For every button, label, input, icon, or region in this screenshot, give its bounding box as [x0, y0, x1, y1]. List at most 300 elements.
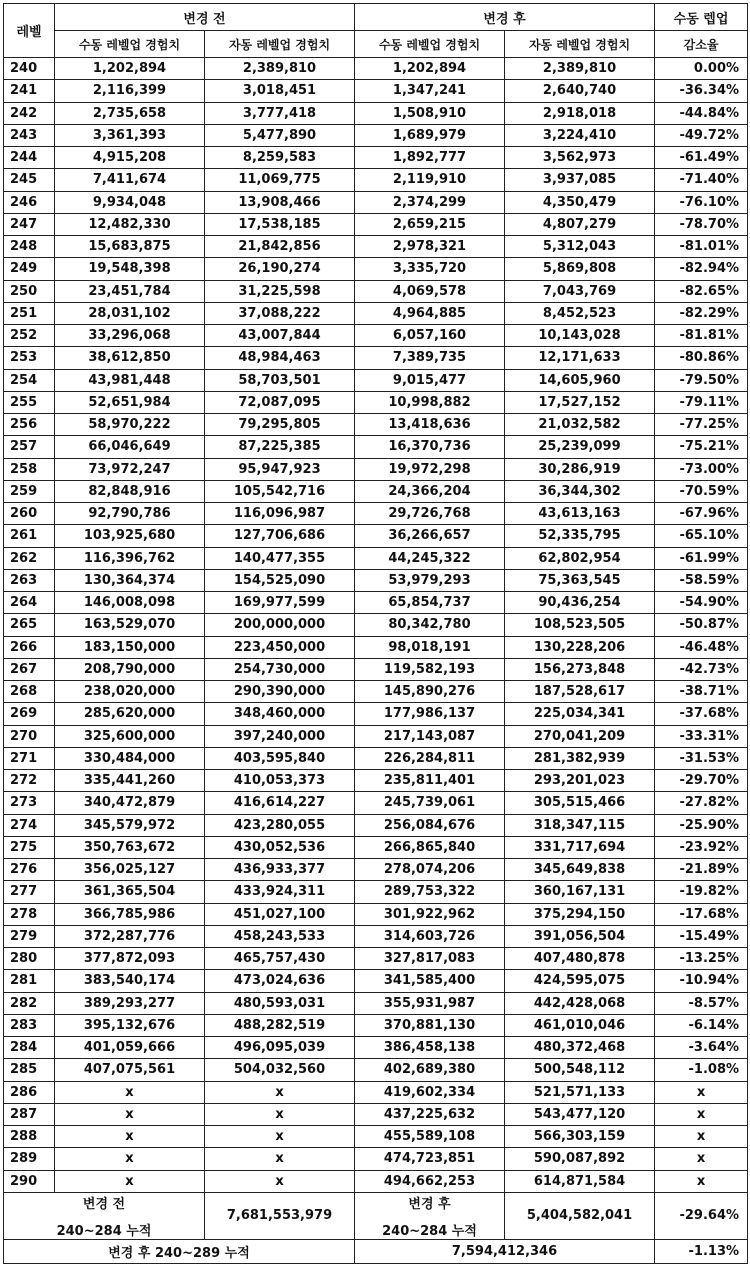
row-before-manual: 43,981,448: [55, 369, 205, 391]
row-level: 245: [4, 169, 55, 191]
table-row: [4, 213, 748, 235]
row-after-auto: 407,480,878: [505, 948, 655, 970]
row-decrease-rate: -36.34%: [655, 80, 748, 102]
row-level: 279: [4, 925, 55, 947]
row-after-manual: 65,854,737: [355, 592, 505, 614]
row-after-manual: 402,689,380: [355, 1059, 505, 1081]
row-level: 280: [4, 948, 55, 970]
table-row: [4, 1059, 748, 1081]
row-after-manual: 289,753,322: [355, 881, 505, 903]
table-row: [4, 369, 748, 391]
row-level: 285: [4, 1059, 55, 1081]
row-before-manual: 33,296,068: [55, 325, 205, 347]
row-after-auto: 3,937,085: [505, 169, 655, 191]
table-row: [4, 1081, 748, 1103]
row-level: 251: [4, 302, 55, 324]
row-before-auto: 11,069,775: [205, 169, 355, 191]
row-after-manual: 1,202,894: [355, 58, 505, 80]
before-summary-label-line1: 변경 전: [82, 1196, 126, 1212]
row-before-manual: 377,872,093: [55, 948, 205, 970]
table-row: [4, 747, 748, 769]
table-row: [4, 325, 748, 347]
row-level: 260: [4, 503, 55, 525]
row-after-auto: 17,527,152: [505, 391, 655, 413]
row-decrease-rate: 0.00%: [655, 58, 748, 80]
row-after-manual: 13,418,636: [355, 414, 505, 436]
row-before-auto: 48,984,463: [205, 347, 355, 369]
row-before-manual: 395,132,676: [55, 1014, 205, 1036]
row-before-auto: 2,389,810: [205, 58, 355, 80]
row-after-auto: 130,228,206: [505, 636, 655, 658]
row-before-auto: 43,007,844: [205, 325, 355, 347]
row-after-auto: 10,143,028: [505, 325, 655, 347]
row-before-auto: x: [205, 1148, 355, 1170]
row-level: 256: [4, 414, 55, 436]
row-after-manual: 44,245,322: [355, 547, 505, 569]
table-row: [4, 992, 748, 1014]
row-after-auto: 25,239,099: [505, 436, 655, 458]
row-before-auto: 13,908,466: [205, 191, 355, 213]
table-row: [4, 147, 748, 169]
row-after-manual: 314,603,726: [355, 925, 505, 947]
row-level: 258: [4, 458, 55, 480]
row-before-auto: 423,280,055: [205, 814, 355, 836]
row-after-manual: 419,602,334: [355, 1081, 505, 1103]
row-decrease-rate: -54.90%: [655, 592, 748, 614]
row-before-manual: x: [55, 1081, 205, 1103]
row-after-manual: 455,589,108: [355, 1126, 505, 1148]
row-before-auto: 254,730,000: [205, 658, 355, 680]
row-decrease-rate: -81.01%: [655, 236, 748, 258]
row-before-auto: 116,096,987: [205, 503, 355, 525]
summary-rate: -29.64%: [655, 1192, 748, 1239]
after-manual-header: 수동 레벨업 경험치: [355, 31, 505, 58]
after-summary-label: [355, 1192, 505, 1239]
row-after-auto: 318,347,115: [505, 814, 655, 836]
table-row: [4, 1170, 748, 1192]
row-level: 248: [4, 236, 55, 258]
row-decrease-rate: -1.08%: [655, 1059, 748, 1081]
row-after-auto: 480,372,468: [505, 1037, 655, 1059]
table-row: [4, 102, 748, 124]
row-after-manual: 1,347,241: [355, 80, 505, 102]
row-level: 246: [4, 191, 55, 213]
row-after-auto: 424,595,075: [505, 970, 655, 992]
row-decrease-rate: -79.11%: [655, 391, 748, 413]
row-before-manual: 12,482,330: [55, 213, 205, 235]
table-row: [4, 280, 748, 302]
table-row: [4, 903, 748, 925]
row-level: 282: [4, 992, 55, 1014]
row-after-auto: 8,452,523: [505, 302, 655, 324]
row-after-auto: 2,640,740: [505, 80, 655, 102]
table-summary: [4, 1192, 748, 1263]
row-decrease-rate: -76.10%: [655, 191, 748, 213]
row-level: 259: [4, 480, 55, 502]
row-decrease-rate: -37.68%: [655, 703, 748, 725]
row-after-manual: 494,662,253: [355, 1170, 505, 1192]
table-row: [4, 814, 748, 836]
row-level: 267: [4, 658, 55, 680]
row-decrease-rate: -23.92%: [655, 836, 748, 858]
row-decrease-rate: -49.72%: [655, 124, 748, 146]
row-after-auto: 3,562,973: [505, 147, 655, 169]
table-row: [4, 1148, 748, 1170]
row-after-manual: 1,508,910: [355, 102, 505, 124]
row-before-manual: 350,763,672: [55, 836, 205, 858]
row-before-auto: 26,190,274: [205, 258, 355, 280]
row-after-manual: 9,015,477: [355, 369, 505, 391]
row-level: 242: [4, 102, 55, 124]
row-decrease-rate: -75.21%: [655, 436, 748, 458]
row-before-auto: 348,460,000: [205, 703, 355, 725]
row-decrease-rate: -61.49%: [655, 147, 748, 169]
row-after-auto: 375,294,150: [505, 903, 655, 925]
table-row: [4, 970, 748, 992]
row-before-manual: 2,116,399: [55, 80, 205, 102]
row-level: 265: [4, 614, 55, 636]
table-row: [4, 191, 748, 213]
table-row: [4, 1103, 748, 1125]
row-before-auto: 223,450,000: [205, 636, 355, 658]
row-decrease-rate: -61.99%: [655, 547, 748, 569]
table-row: [4, 436, 748, 458]
after-summary-total: 5,404,582,041: [505, 1192, 655, 1239]
row-after-manual: 16,370,736: [355, 436, 505, 458]
row-after-manual: 301,922,962: [355, 903, 505, 925]
table-row: [4, 681, 748, 703]
row-after-auto: 391,056,504: [505, 925, 655, 947]
row-after-manual: 177,986,137: [355, 703, 505, 725]
row-before-auto: 95,947,923: [205, 458, 355, 480]
row-before-manual: 330,484,000: [55, 747, 205, 769]
row-level: 274: [4, 814, 55, 836]
row-after-manual: 7,389,735: [355, 347, 505, 369]
row-before-auto: 8,259,583: [205, 147, 355, 169]
table-row: [4, 836, 748, 858]
row-before-manual: 82,848,916: [55, 480, 205, 502]
row-before-manual: 38,612,850: [55, 347, 205, 369]
row-after-auto: 270,041,209: [505, 725, 655, 747]
row-decrease-rate: -50.87%: [655, 614, 748, 636]
row-before-auto: 465,757,430: [205, 948, 355, 970]
row-before-manual: 116,396,762: [55, 547, 205, 569]
row-before-auto: 37,088,222: [205, 302, 355, 324]
row-level: 284: [4, 1037, 55, 1059]
row-after-manual: 80,342,780: [355, 614, 505, 636]
row-decrease-rate: -6.14%: [655, 1014, 748, 1036]
row-before-auto: 403,595,840: [205, 747, 355, 769]
table-row: [4, 236, 748, 258]
table-body: [4, 58, 748, 1193]
table-row: [4, 881, 748, 903]
row-after-auto: 12,171,633: [505, 347, 655, 369]
row-before-manual: 325,600,000: [55, 725, 205, 747]
row-before-manual: 146,008,098: [55, 592, 205, 614]
row-after-auto: 3,224,410: [505, 124, 655, 146]
row-before-auto: 169,977,599: [205, 592, 355, 614]
row-after-manual: 29,726,768: [355, 503, 505, 525]
row-before-manual: 19,548,398: [55, 258, 205, 280]
row-level: 281: [4, 970, 55, 992]
row-before-auto: 416,614,227: [205, 792, 355, 814]
row-after-auto: 75,363,545: [505, 569, 655, 591]
row-after-auto: 590,087,892: [505, 1148, 655, 1170]
row-level: 249: [4, 258, 55, 280]
table-row: [4, 925, 748, 947]
row-after-manual: 3,335,720: [355, 258, 505, 280]
row-decrease-rate: -42.73%: [655, 658, 748, 680]
table-row: [4, 124, 748, 146]
row-level: 263: [4, 569, 55, 591]
row-before-manual: 238,020,000: [55, 681, 205, 703]
row-before-auto: 3,018,451: [205, 80, 355, 102]
row-after-auto: 156,273,848: [505, 658, 655, 680]
row-before-auto: 31,225,598: [205, 280, 355, 302]
row-before-manual: 28,031,102: [55, 302, 205, 324]
row-before-manual: 356,025,127: [55, 859, 205, 881]
row-decrease-rate: -81.81%: [655, 325, 748, 347]
row-before-auto: 480,593,031: [205, 992, 355, 1014]
row-after-manual: 2,374,299: [355, 191, 505, 213]
table-row: [4, 391, 748, 413]
row-after-manual: 145,890,276: [355, 681, 505, 703]
row-level: 288: [4, 1126, 55, 1148]
row-before-auto: x: [205, 1103, 355, 1125]
row-decrease-rate: -8.57%: [655, 992, 748, 1014]
table-row: [4, 525, 748, 547]
row-after-manual: 327,817,083: [355, 948, 505, 970]
row-after-manual: 386,458,138: [355, 1037, 505, 1059]
row-decrease-rate: x: [655, 1103, 748, 1125]
row-level: 271: [4, 747, 55, 769]
row-after-manual: 24,366,204: [355, 480, 505, 502]
row-before-manual: 361,365,504: [55, 881, 205, 903]
row-level: 247: [4, 213, 55, 235]
row-level: 243: [4, 124, 55, 146]
row-level: 270: [4, 725, 55, 747]
row-level: 244: [4, 147, 55, 169]
row-after-manual: 266,865,840: [355, 836, 505, 858]
row-before-manual: 345,579,972: [55, 814, 205, 836]
row-level: 273: [4, 792, 55, 814]
row-decrease-rate: -82.94%: [655, 258, 748, 280]
row-before-auto: 290,390,000: [205, 681, 355, 703]
row-decrease-rate: -44.84%: [655, 102, 748, 124]
row-before-manual: 15,683,875: [55, 236, 205, 258]
row-before-auto: 451,027,100: [205, 903, 355, 925]
row-after-auto: 14,605,960: [505, 369, 655, 391]
row-after-auto: 442,428,068: [505, 992, 655, 1014]
row-before-manual: 4,915,208: [55, 147, 205, 169]
final-summary-label: 변경 후 240~289 누적: [4, 1239, 355, 1263]
row-before-manual: 372,287,776: [55, 925, 205, 947]
row-before-manual: 407,075,561: [55, 1059, 205, 1081]
row-level: 252: [4, 325, 55, 347]
row-decrease-rate: -71.40%: [655, 169, 748, 191]
row-decrease-rate: -38.71%: [655, 681, 748, 703]
row-level: 277: [4, 881, 55, 903]
row-after-auto: 90,436,254: [505, 592, 655, 614]
exp-table-container: [3, 3, 748, 1264]
row-decrease-rate: -27.82%: [655, 792, 748, 814]
row-before-auto: x: [205, 1170, 355, 1192]
row-after-manual: 19,972,298: [355, 458, 505, 480]
row-after-auto: 43,613,163: [505, 503, 655, 525]
decrease-header-top: 수동 렙업: [655, 4, 748, 31]
after-summary-label-line1: 변경 후: [408, 1196, 451, 1212]
level-header: 레벨: [4, 4, 55, 58]
table-row: [4, 636, 748, 658]
before-summary-total: 7,681,553,979: [205, 1192, 355, 1239]
row-before-auto: 410,053,373: [205, 770, 355, 792]
row-before-manual: 130,364,374: [55, 569, 205, 591]
table-row: [4, 1014, 748, 1036]
row-before-auto: 458,243,533: [205, 925, 355, 947]
table-row: [4, 1126, 748, 1148]
row-before-manual: 366,785,986: [55, 903, 205, 925]
row-decrease-rate: -82.29%: [655, 302, 748, 324]
row-after-manual: 2,978,321: [355, 236, 505, 258]
row-after-manual: 98,018,191: [355, 636, 505, 658]
row-before-manual: 52,651,984: [55, 391, 205, 413]
row-before-manual: 9,934,048: [55, 191, 205, 213]
row-after-auto: 360,167,131: [505, 881, 655, 903]
row-before-manual: 340,472,879: [55, 792, 205, 814]
row-after-auto: 4,350,479: [505, 191, 655, 213]
table-row: [4, 458, 748, 480]
row-before-manual: 389,293,277: [55, 992, 205, 1014]
row-decrease-rate: -65.10%: [655, 525, 748, 547]
row-before-auto: 127,706,686: [205, 525, 355, 547]
table-row: [4, 725, 748, 747]
row-before-manual: 208,790,000: [55, 658, 205, 680]
row-before-manual: 92,790,786: [55, 503, 205, 525]
row-before-manual: 3,361,393: [55, 124, 205, 146]
table-row: [4, 302, 748, 324]
row-before-auto: x: [205, 1126, 355, 1148]
row-after-auto: 187,528,617: [505, 681, 655, 703]
row-level: 269: [4, 703, 55, 725]
row-decrease-rate: -80.86%: [655, 347, 748, 369]
row-before-auto: 5,477,890: [205, 124, 355, 146]
row-before-auto: 504,032,560: [205, 1059, 355, 1081]
row-before-auto: 433,924,311: [205, 881, 355, 903]
table-row: [4, 258, 748, 280]
row-decrease-rate: -78.70%: [655, 213, 748, 235]
row-after-manual: 119,582,193: [355, 658, 505, 680]
table-row: [4, 592, 748, 614]
row-before-manual: x: [55, 1148, 205, 1170]
row-after-auto: 331,717,694: [505, 836, 655, 858]
row-after-manual: 2,659,215: [355, 213, 505, 235]
table-row: [4, 948, 748, 970]
row-level: 262: [4, 547, 55, 569]
row-level: 250: [4, 280, 55, 302]
row-before-manual: 7,411,674: [55, 169, 205, 191]
row-after-auto: 2,389,810: [505, 58, 655, 80]
row-after-auto: 225,034,341: [505, 703, 655, 725]
row-after-manual: 226,284,811: [355, 747, 505, 769]
table-row: [4, 658, 748, 680]
row-after-auto: 461,010,046: [505, 1014, 655, 1036]
row-before-auto: 397,240,000: [205, 725, 355, 747]
row-before-manual: 23,451,784: [55, 280, 205, 302]
row-level: 241: [4, 80, 55, 102]
row-after-auto: 36,344,302: [505, 480, 655, 502]
before-manual-header: 수동 레벨업 경험치: [55, 31, 205, 58]
row-decrease-rate: x: [655, 1148, 748, 1170]
row-level: 276: [4, 859, 55, 881]
row-before-manual: 401,059,666: [55, 1037, 205, 1059]
row-decrease-rate: -13.25%: [655, 948, 748, 970]
row-before-auto: 154,525,090: [205, 569, 355, 591]
table-row: [4, 614, 748, 636]
table-row: [4, 80, 748, 102]
row-before-auto: 473,024,636: [205, 970, 355, 992]
row-after-manual: 256,084,676: [355, 814, 505, 836]
row-level: 272: [4, 770, 55, 792]
row-before-manual: 66,046,649: [55, 436, 205, 458]
row-after-manual: 217,143,087: [355, 725, 505, 747]
before-header: 변경 전: [55, 4, 355, 31]
row-before-manual: x: [55, 1126, 205, 1148]
row-after-auto: 566,303,159: [505, 1126, 655, 1148]
table-row: [4, 859, 748, 881]
row-level: 268: [4, 681, 55, 703]
table-row: [4, 58, 748, 80]
row-before-auto: x: [205, 1081, 355, 1103]
row-before-auto: 58,703,501: [205, 369, 355, 391]
row-decrease-rate: -46.48%: [655, 636, 748, 658]
row-after-auto: 108,523,505: [505, 614, 655, 636]
row-after-auto: 4,807,279: [505, 213, 655, 235]
row-after-manual: 4,964,885: [355, 302, 505, 324]
table-row: [4, 480, 748, 502]
table-header: [4, 4, 748, 58]
row-decrease-rate: -31.53%: [655, 747, 748, 769]
row-after-auto: 521,571,133: [505, 1081, 655, 1103]
row-after-manual: 235,811,401: [355, 770, 505, 792]
after-summary-label-line2: 240~284 누적: [382, 1223, 477, 1239]
table-row: [4, 792, 748, 814]
row-after-manual: 355,931,987: [355, 992, 505, 1014]
row-level: 290: [4, 1170, 55, 1192]
row-before-manual: x: [55, 1103, 205, 1125]
row-after-auto: 7,043,769: [505, 280, 655, 302]
row-after-auto: 543,477,120: [505, 1103, 655, 1125]
table-row: [4, 703, 748, 725]
row-after-manual: 370,881,130: [355, 1014, 505, 1036]
row-after-auto: 345,649,838: [505, 859, 655, 881]
row-after-manual: 53,979,293: [355, 569, 505, 591]
row-after-auto: 21,032,582: [505, 414, 655, 436]
table-row: [4, 169, 748, 191]
row-before-manual: 163,529,070: [55, 614, 205, 636]
before-auto-header: 자동 레벨업 경험치: [205, 31, 355, 58]
table-row: [4, 503, 748, 525]
row-decrease-rate: -33.31%: [655, 725, 748, 747]
row-level: 278: [4, 903, 55, 925]
row-decrease-rate: -79.50%: [655, 369, 748, 391]
row-before-auto: 105,542,716: [205, 480, 355, 502]
decrease-header-bottom: 감소율: [655, 31, 748, 58]
row-before-manual: 103,925,680: [55, 525, 205, 547]
row-decrease-rate: x: [655, 1126, 748, 1148]
row-level: 289: [4, 1148, 55, 1170]
row-decrease-rate: -67.96%: [655, 503, 748, 525]
row-before-auto: 200,000,000: [205, 614, 355, 636]
